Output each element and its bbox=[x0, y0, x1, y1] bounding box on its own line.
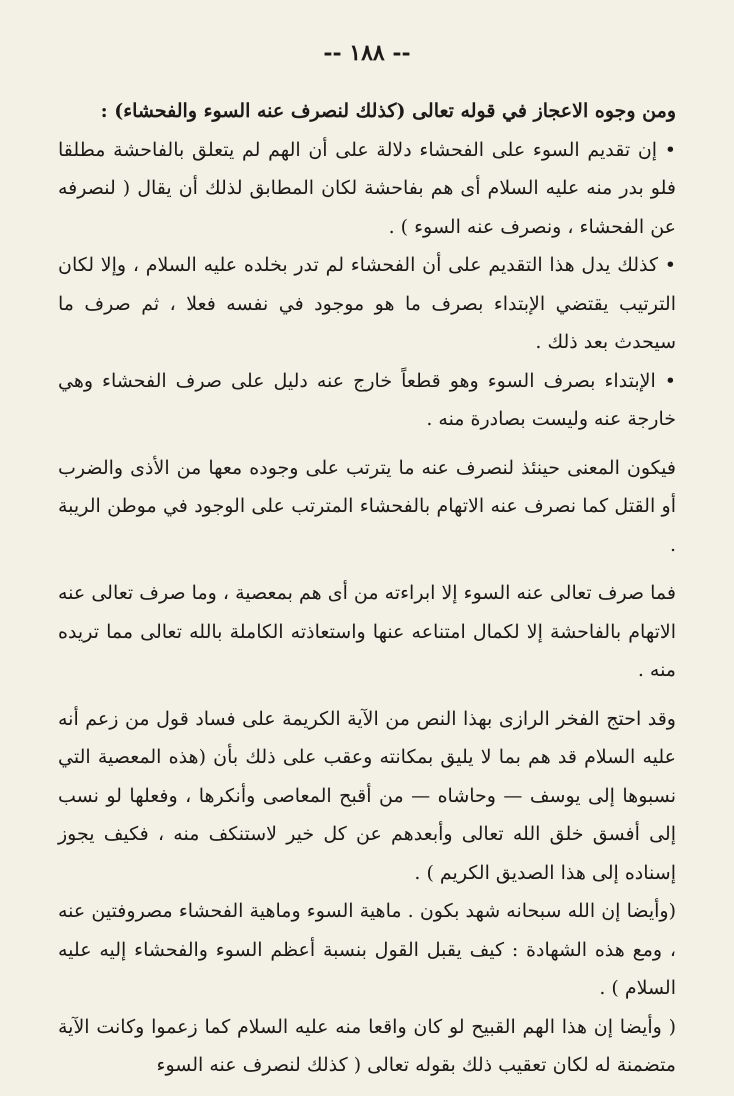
body-text bbox=[58, 92, 676, 1085]
paragraph-point-2: • كذلك يدل هذا التقديم على أن الفحشاء لم تدر بخلده عليه السلام ، وإلا لكان الترتيب يقتضي الإبتداء بصرف ما هو موجود في نفسه فعلا ، ثم صرف ما سيحدث بعد ذلك . bbox=[58, 254, 676, 353]
paragraph-razi-argument: وقد احتج الفخر الرازى بهذا النص من الآية الكريمة على فساد قول من زعم أنه عليه السلام قد هم بما لا يليق بمكانته وعقب على ذلك بأن (هذه المعصية التي نسبوها إلى يوسف — وحاشاه — من أقبح المعاصى وأنكرها ، وفعلها لو نسب إلى أفسق خلق الله تعالى وأبعدهم عن كل خير لاستنكف منه ، فكيف يجوز إسناده إلى هذا الصديق الكريم ) . bbox=[58, 707, 676, 884]
paragraph-further: ( وأيضا إن هذا الهم القبيح لو كان واقعا منه عليه السلام كما زعموا وكانت الآية متضمنة له لكان تعقيب ذلك بقوله تعالى ( كذلك لنصرف عنه السوء bbox=[58, 1015, 676, 1076]
page-number: -- ١٨٨ -- bbox=[323, 40, 411, 66]
paragraph-heading: ومن وجوه الاعجاز في قوله تعالى (كذلك لنصرف عنه السوء والفحشاء) : bbox=[100, 100, 676, 122]
paragraph-meaning: فيكون المعنى حينئذ لنصرف عنه ما يترتب على وجوده معها من الأذى والضرب أو القتل كما نصرف عنه الاتهام بالفحشاء المترتب على الوجود في موطن الريبة . bbox=[58, 456, 676, 556]
paragraph-testimony: (وأيضا إن الله سبحانه شهد بكون . ماهية السوء وماهية الفحشاء مصروفتين عنه ، ومع هذه الشهادة : كيف يقبل القول بنسبة أعظم السوء والفحشاء إليه عليه السلام ) . bbox=[58, 900, 676, 999]
paragraph-point-3: • الإبتداء بصرف السوء وهو قطعاً خارج عنه دليل على صرف الفحشاء وهي خارجة عنه وليست بصادرة منه . bbox=[58, 369, 676, 430]
paragraph-point-1: • إن تقديم السوء على الفحشاء دلالة على أن الهم لم يتعلق بالفاحشة مطلقا فلو بدر منه عليه السلام أى هم بفاحشة لكان المطابق لذلك أن يقال ( لنصرفه عن الفحشاء ، ونصرف عنه السوء ) . bbox=[58, 138, 676, 238]
paragraph-conclusion: فما صرف تعالى عنه السوء إلا ابراءته من أى هم بمعصية ، وما صرف تعالى عنه الاتهام بالفاحشة إلا لكمال امتناعه عنها واستعاذته الكاملة بالله تعالى مما تريده منه . bbox=[58, 582, 676, 681]
